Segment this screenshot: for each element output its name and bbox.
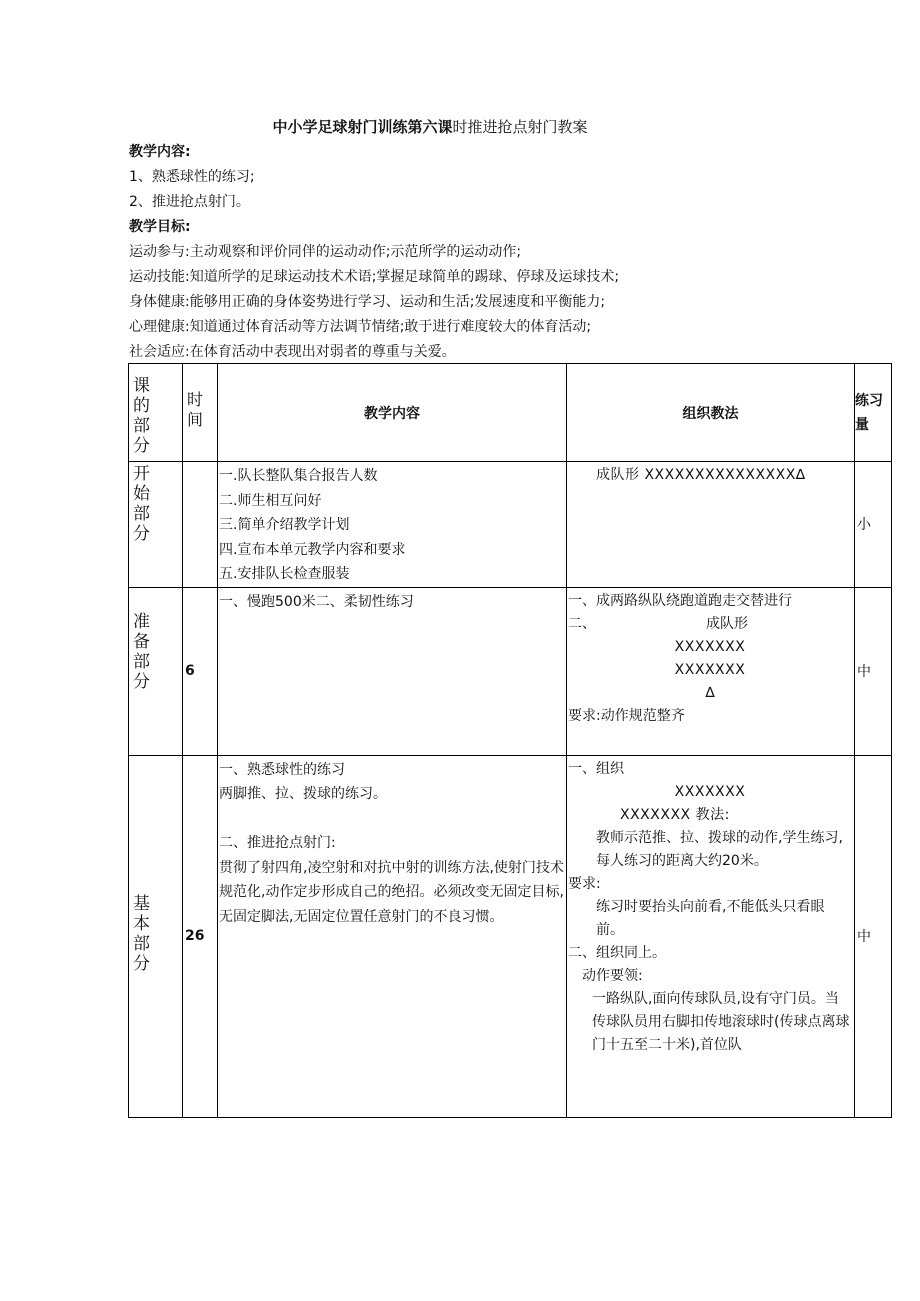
header-content: 教学内容 [218,364,567,462]
content-cell: 一、慢跑500米二、柔韧性练习 [218,587,567,755]
part-label: 基 本 部 分 [129,755,183,1117]
organization-cell: 一、组织 XXXXXXX XXXXXXX 教法: 教师示范推、拉、拨球的动作,学生练习,每人练习的距离大约20米。 要求: 练习时要抬头向前看,不能低头只看眼前。 二、组织同上。 动作要领: 一路纵队,面向传球队员,设有守门员。当传球队员用右脚扣传地滚球时(传球点离球门十五至二十米),首位队 [567,755,855,1117]
lesson-plan-table [128,363,892,1118]
goal-item: 运动参与:主动观察和评价同伴的运动动作;示范所学的运动动作; [129,244,522,260]
goal-item: 身体健康:能够用正确的身体姿势进行学习、运动和生活;发展速度和平衡能力; [129,294,606,310]
header-load: 练习 量 [855,364,892,462]
title-bold-part: 中小学足球射门训练第六课 [272,118,453,136]
header-organization: 组织教法 [567,364,855,462]
title-rest-part: 时推进抢点射门教案 [452,118,588,136]
part-label: 开 始 部 分 [129,462,183,588]
part-label: 准 备 部 分 [129,587,183,755]
load-value: 小 [855,462,892,588]
content-item: 1、熟悉球性的练习; [129,169,255,185]
intro-section [129,140,889,365]
goals-heading: 教学目标: [129,219,191,235]
organization-cell: 成队形 XXXXXXXXXXXXXXX∆ [567,462,855,588]
time-value [183,462,218,588]
time-value: 6 [183,587,218,755]
document-title [0,116,860,137]
organization-cell: 一、成两路纵队绕跑道跑走交替进行 二、 成队形 XXXXXXX XXXXXXX ∆ 要求:动作规范整齐 [567,587,855,755]
content-cell: 一、熟悉球性的练习 两脚推、拉、拨球的练习。 二、推进抢点射门: 贯彻了射四角,凌空射和对抗中射的训练方法,使射门技术规范化,动作定步形成自己的绝招。必须改变无固定目标,无固定脚法,无固定位置任意射门的不良习惯。 [218,755,567,1117]
load-value: 中 [855,755,892,1117]
table-header-row [129,364,892,462]
load-value: 中 [855,587,892,755]
table-row-prep [129,587,892,755]
goal-item: 运动技能:知道所学的足球运动技术术语;掌握足球简单的踢球、停球及运球技术; [129,269,620,285]
time-value: 26 [183,755,218,1117]
goal-item: 心理健康:知道通过体育活动等方法调节情绪;敢于进行难度较大的体育活动; [129,319,592,335]
header-time: 时 间 [183,364,218,462]
table-row-start [129,462,892,588]
header-part: 课 的 部 分 [129,364,183,462]
content-heading: 教学内容: [129,144,191,160]
table-row-main [129,755,892,1117]
goal-item: 社会适应:在体育活动中表现出对弱者的尊重与关爱。 [129,344,456,360]
content-cell: 一.队长整队集合报告人数 二.师生相互问好 三.简单介绍教学计划 四.宣布本单元教学内容和要求 五.安排队长检查服装 [218,462,567,588]
content-item: 2、推进抢点射门。 [129,194,250,210]
